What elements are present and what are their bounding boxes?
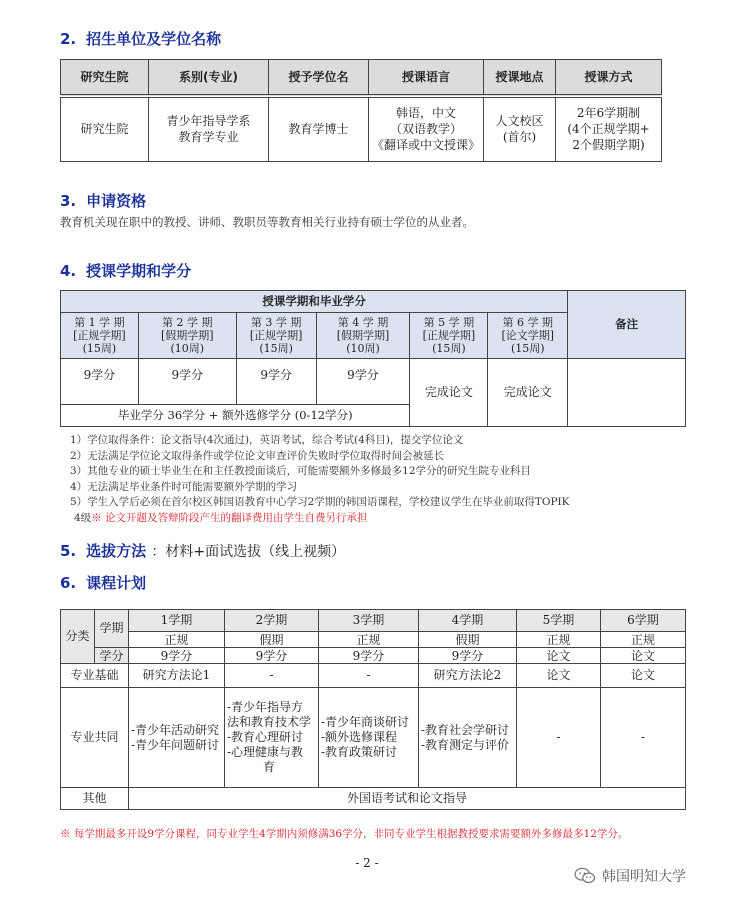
credit-cell: 完成论文	[488, 359, 568, 427]
table-row	[61, 96, 662, 162]
semester-header: 1学期	[129, 610, 225, 632]
semester-type: 正规	[129, 632, 225, 648]
common-cell: -青少年商谈研讨 -额外选修课程 -教育政策研讨	[319, 688, 419, 788]
total-credit: 毕业学分 36学分 + 额外选修学分 (0-12学分)	[61, 405, 410, 427]
semester-header: 4学期	[419, 610, 517, 632]
section-number: 3.	[60, 192, 77, 210]
semester-type: 正规	[319, 632, 419, 648]
curriculum-footnote: ※ 每学期最多开设9学分课程，同专业学生4学期内须修满36学分，非同专业学生根据教授要求需要额外多修最多12学分。	[60, 828, 629, 840]
cell-degree: 教育学博士	[269, 96, 369, 162]
translation-fee-note: ※ 论文开题及答辩阶段产生的翻译费用由学生自费另行承担	[91, 511, 368, 524]
credit-cell: 完成论文	[410, 359, 488, 427]
basic-cell: 论文	[517, 664, 601, 688]
semester-cell: 第 2 学 期 [假期学期] (10周)	[138, 313, 236, 359]
list-item: 5）学生入学后必须在首尔校区韩国语教育中心学习2学期的韩国语课程，学校建议学生在毕业前取得TOPIK	[70, 496, 570, 508]
col-header: 授课语言	[369, 60, 484, 96]
semester-credit-table	[60, 290, 686, 427]
section-title: 课程计划	[86, 574, 147, 592]
section-number: 5.	[60, 542, 77, 560]
semester-cell: 第 1 学 期 [正规学期] (15周)	[61, 313, 139, 359]
credit-label: 学分	[95, 648, 129, 664]
semester-cell: 第 4 学 期 [假期学期] (10周)	[316, 313, 410, 359]
common-cell: -教育社会学研讨 -教育测定与评价	[419, 688, 517, 788]
section-5-heading	[60, 540, 345, 561]
list-item: 4级※ 论文开题及答辩阶段产生的翻译费用由学生自费另行承担	[74, 511, 368, 524]
common-cell: -青少年活动研究 -青少年问题研讨	[129, 688, 225, 788]
eligibility-text: 教育机关现在职中的教授、讲师、教职员等教育相关行业持有硕士学位的从业者。	[60, 215, 474, 229]
selection-method-text: ：材料+面试选拔（线上视频）	[151, 544, 346, 560]
credit-cell: 9学分	[419, 648, 517, 664]
col-header: 授课地点	[484, 60, 556, 96]
col-header: 系别(专业)	[149, 60, 269, 96]
list-item: 1）学位取得条件：论文指导(4次通过)，英语考试，综合考试(4科目)，提交学位论文	[70, 434, 464, 446]
basic-cell: -	[225, 664, 319, 688]
common-label: 专业共同	[61, 688, 129, 788]
col-header: 授予学位名	[269, 60, 369, 96]
common-cell: -	[517, 688, 601, 788]
cell-language: 韩语，中文 （双语教学） 《翻译或中文授课》	[369, 96, 484, 162]
credit-cell: 论文	[601, 648, 686, 664]
credit-cell: 9学分	[236, 359, 316, 405]
credit-cell: 9学分	[319, 648, 419, 664]
cell-location: 人文校区 (首尔)	[484, 96, 556, 162]
section-number: 6.	[60, 574, 77, 592]
semester-cell: 第 3 学 期 [正规学期] (15周)	[236, 313, 316, 359]
admission-unit-table	[60, 59, 662, 162]
semester-header: 2学期	[225, 610, 319, 632]
section-6-heading	[60, 572, 146, 593]
section-number: 4.	[60, 262, 77, 280]
basic-cell: 论文	[601, 664, 686, 688]
curriculum-table	[60, 609, 686, 810]
credit-cell: 9学分	[316, 359, 410, 405]
col-header: 授课方式	[556, 60, 662, 96]
semester-header: 6学期	[601, 610, 686, 632]
list-item: 3）其他专业的硕士毕业生在和主任教授面谈后，可能需要额外多修最多12学分的研究生院专业科目	[70, 465, 532, 477]
basic-cell: -	[319, 664, 419, 688]
list-item: 2）无法满足学位论文取得条件或学位论文审查评价失败时学位取得时间会被延长	[70, 449, 445, 462]
section-4-heading	[60, 260, 191, 281]
credit-cell: 9学分	[225, 648, 319, 664]
semester-type: 正规	[517, 632, 601, 648]
section-3-heading	[60, 190, 146, 211]
common-cell: -	[601, 688, 686, 788]
remark-header: 备注	[568, 291, 686, 359]
section-title: 申请资格	[86, 192, 147, 210]
credit-cell: 9学分	[138, 359, 236, 405]
credit-cell: 论文	[517, 648, 601, 664]
notes-list	[70, 433, 570, 526]
credit-row	[61, 359, 686, 405]
semester-cell: 第 5 学 期 [正规学期] (15周)	[410, 313, 488, 359]
basic-cell: 研究方法论1	[129, 664, 225, 688]
cell-dept: 青少年指导学系 教育学专业	[149, 96, 269, 162]
table-header: 授课学期和毕业学分	[61, 291, 568, 313]
cell-mode: 2年6学期制 (4个正规学期+ 2个假期学期)	[556, 96, 662, 162]
basic-label: 专业基础	[61, 664, 129, 688]
semester-header: 5学期	[517, 610, 601, 632]
watermark	[574, 866, 686, 886]
section-title: 招生单位及学位名称	[86, 30, 222, 48]
semester-label: 学期	[95, 610, 129, 648]
semester-type: 假期	[225, 632, 319, 648]
other-cell: 外国语考试和论文指导	[129, 788, 686, 810]
watermark-text: 韩国明知大学	[602, 869, 686, 885]
other-label: 其他	[61, 788, 129, 810]
section-title: 授课学期和学分	[86, 262, 192, 280]
semester-header: 3学期	[319, 610, 419, 632]
cell-school: 研究生院	[61, 96, 149, 162]
section-number: 2.	[60, 30, 77, 48]
section-title: 选拔方法	[86, 542, 147, 560]
category-label: 分类	[61, 610, 95, 664]
credit-cell: 9学分	[129, 648, 225, 664]
basic-cell: 研究方法论2	[419, 664, 517, 688]
page-number: - 2 -	[355, 856, 379, 870]
common-cell: -青少年指导方 法和教育技术学 -教育心理研讨 -心理健康与教 育	[225, 688, 319, 788]
list-item: 4）无法满足毕业条件时可能需要额外学期的学习	[70, 480, 298, 493]
semester-type: 正规	[601, 632, 686, 648]
credit-cell: 9学分	[61, 359, 139, 405]
semester-type: 假期	[419, 632, 517, 648]
section-2-heading	[60, 28, 221, 49]
remark-cell	[568, 359, 686, 427]
col-header: 研究生院	[61, 60, 149, 96]
semester-cell: 第 6 学 期 [论文学期] (15周)	[488, 313, 568, 359]
wechat-icon	[574, 867, 596, 885]
